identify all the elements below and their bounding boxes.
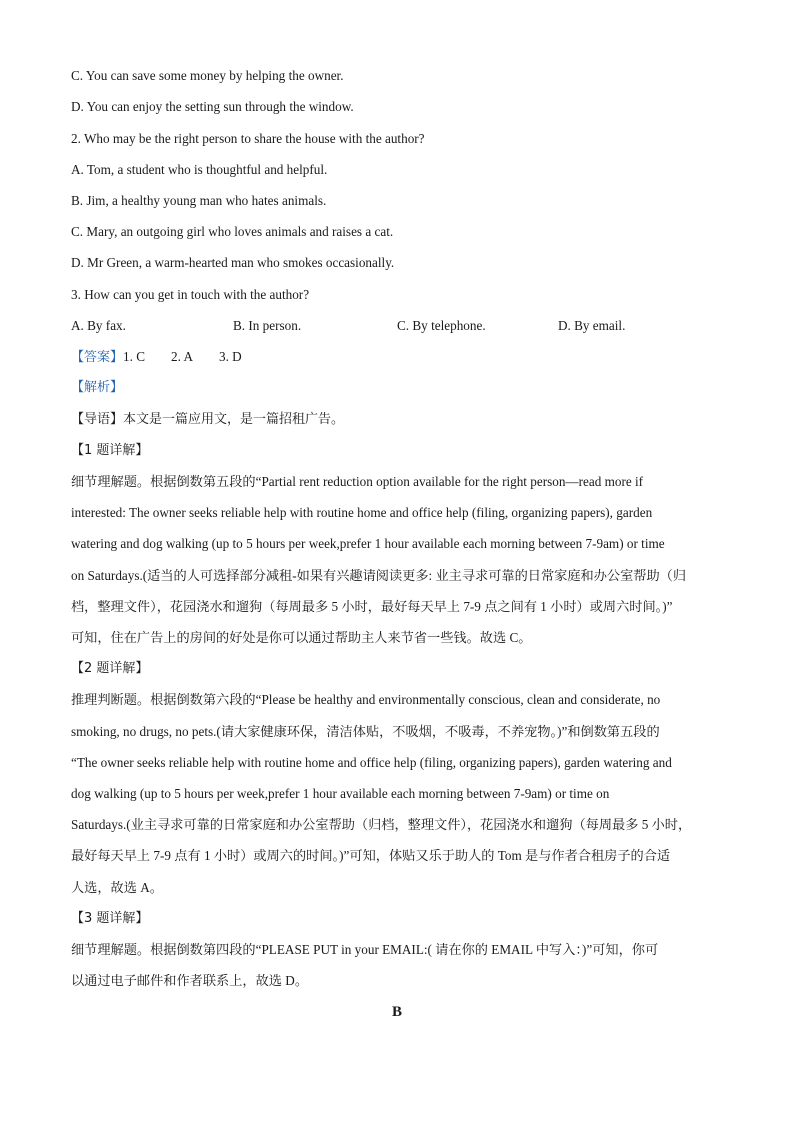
answer-line <box>71 347 268 368</box>
detail-2-heading: 【2 题详解】 <box>71 661 149 676</box>
detail-1-heading: 【1 题详解】 <box>71 443 149 458</box>
detail-2-line: “The owner seeks reliable help with routine home and office help (filing, organizing papers), garden watering and <box>71 755 672 770</box>
detail-3-line: 以通过电子邮件和作者联系上，故选 D。 <box>71 973 309 988</box>
detail-2-line: smoking, no drugs, no pets.(请大家健康环保，清洁体贴，不吸烟，不吸毒，不养宠物。)”和倒数第五段的 <box>71 724 660 739</box>
detail-1-line: on Saturdays.(适当的人可选择部分减租-如果有兴趣请阅读更多: 业主寻求可靠的日常家庭和办公室帮助（归 <box>71 568 687 583</box>
option-d-prev: D. You can enjoy the setting sun through the window. <box>71 99 354 114</box>
detail-1-line: 可知，住在广告上的房间的好处是你可以通过帮助主人来节省一些钱。故选 C。 <box>71 630 532 645</box>
answer-item-2: 2. A <box>171 349 193 364</box>
detail-2-line: Saturdays.(业主寻求可靠的日常家庭和办公室帮助（归档，整理文件），花园浇水和遛狗（每周最多 5 小时， <box>71 817 692 832</box>
detail-1-line: interested: The owner seeks reliable help with routine home and office help (filing, organizing papers), garden <box>71 505 653 520</box>
option-c-prev: C. You can save some money by helping the owner. <box>71 68 344 83</box>
question-2-stem: 2. Who may be the right person to share the house with the author? <box>71 131 425 146</box>
question-3-option-a: A. By fax. <box>71 318 126 333</box>
question-2-option-c: C. Mary, an outgoing girl who loves animals and raises a cat. <box>71 224 394 239</box>
analysis-label: 【解析】 <box>71 380 124 395</box>
answer-item-1: 1. C <box>123 349 145 364</box>
detail-3-line: 细节理解题。根据倒数第四段的“PLEASE PUT in your EMAIL:( 请在你的 EMAIL 中写入：)”可知，你可 <box>71 942 659 957</box>
detail-2-line: 最好每天早上 7-9 点有 1 小时）或周六的时间。)”可知，体贴又乐于助人的 Tom 是与作者合租房子的合适 <box>71 848 671 863</box>
question-2-option-d: D. Mr Green, a warm-hearted man who smokes occasionally. <box>71 255 395 270</box>
detail-3-heading: 【3 题详解】 <box>71 911 149 926</box>
detail-2-line: 推理判断题。根据倒数第六段的“Please be healthy and environmentally conscious, clean and considerate, no <box>71 692 661 707</box>
question-2-option-a: A. Tom, a student who is thoughtful and helpful. <box>71 162 328 177</box>
question-2-option-b: B. Jim, a healthy young man who hates animals. <box>71 193 327 208</box>
detail-2-line: 人选，故选 A。 <box>71 880 163 895</box>
question-3-stem: 3. How can you get in touch with the author? <box>71 287 310 302</box>
answer-label: 【答案】 <box>71 350 124 365</box>
detail-1-line: 档，整理文件），花园浇水和遛狗（每周最多 5 小时，最好每天早上 7-9 点之间有 1 小时）或周六时间。)” <box>71 599 673 614</box>
answer-item-3: 3. D <box>218 349 242 364</box>
guide-text: 【导语】本文是一篇应用文，是一篇招租广告。 <box>71 412 345 427</box>
question-3-option-b: B. In person. <box>233 318 302 333</box>
section-title: B <box>391 1004 402 1020</box>
question-3-option-c: C. By telephone. <box>397 318 486 333</box>
detail-1-line: watering and dog walking (up to 5 hours per week,prefer 1 hour available each morning between 7-9am) or time <box>71 536 665 551</box>
detail-1-line: 细节理解题。根据倒数第五段的“Partial rent reduction option available for the right person—read more if <box>71 474 644 489</box>
detail-2-line: dog walking (up to 5 hours per week,prefer 1 hour available each morning between 7-9am) or time on <box>71 786 610 801</box>
question-3-option-d: D. By email. <box>558 318 626 333</box>
